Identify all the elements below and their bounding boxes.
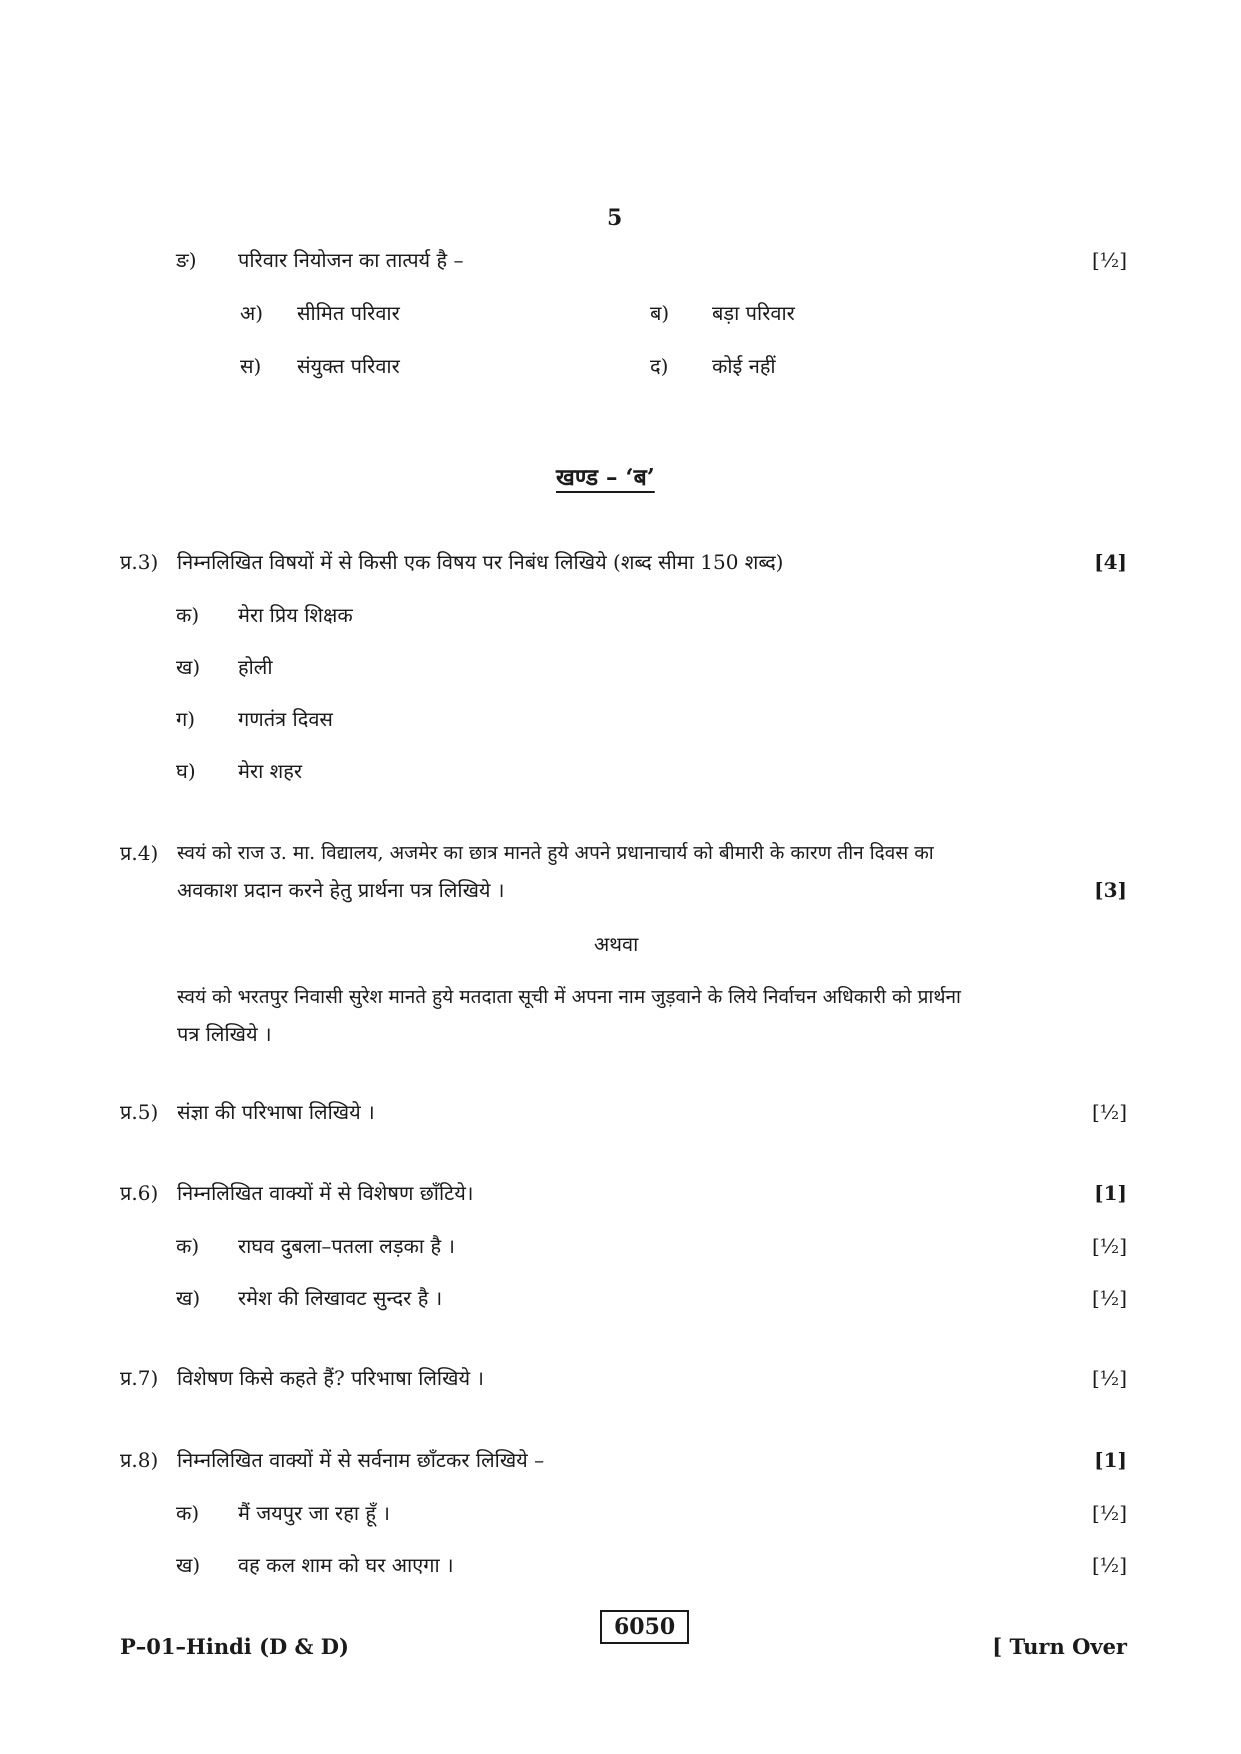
question-text: परिवार नियोजन का तात्पर्य है – bbox=[238, 248, 464, 272]
list-item-label: क) bbox=[176, 1234, 200, 1258]
option-label: द) bbox=[650, 354, 669, 378]
list-item: मेरा शहर bbox=[238, 759, 303, 783]
alternative-text-line: पत्र लिखिये । bbox=[177, 1022, 272, 1046]
question-marks: [1] bbox=[1094, 1448, 1127, 1472]
question-text: निम्नलिखित वाक्यों में से सर्वनाम छाँटकर लिखिये – bbox=[177, 1448, 545, 1472]
list-item: गणतंत्र दिवस bbox=[238, 707, 333, 731]
item-marks: [½] bbox=[1092, 1553, 1127, 1577]
option-text: संयुक्त परिवार bbox=[297, 354, 400, 378]
list-item: होली bbox=[238, 655, 273, 679]
question-marks: [4] bbox=[1094, 550, 1127, 574]
question-number: प्र.7) bbox=[120, 1366, 159, 1390]
question-number: प्र.5) bbox=[120, 1100, 159, 1124]
item-marks: [½] bbox=[1092, 1501, 1127, 1525]
item-marks: [½] bbox=[1092, 1234, 1127, 1258]
list-item-label: क) bbox=[176, 1501, 200, 1525]
item-marks: [½] bbox=[1092, 1286, 1127, 1310]
option-label: ब) bbox=[650, 301, 670, 325]
question-number: प्र.3) bbox=[120, 550, 159, 574]
question-number: प्र.6) bbox=[120, 1181, 159, 1205]
option-label: अ) bbox=[240, 301, 264, 325]
list-item-label: ख) bbox=[176, 1553, 201, 1577]
question-label: ङ) bbox=[176, 248, 197, 272]
page-number: 5 bbox=[607, 205, 623, 231]
paper-code: P–01–Hindi (D & D) bbox=[120, 1634, 349, 1659]
question-text-line: अवकाश प्रदान करने हेतु प्रार्थना पत्र लिखिये । bbox=[177, 878, 505, 902]
alternative-text-line: स्वयं को भरतपुर निवासी सुरेश मानते हुये मतदाता सूची में अपना नाम जुड़वाने के लिये निर्वाचन अधिकारी को प्रार्थना bbox=[177, 986, 961, 1008]
option-text: कोई नहीं bbox=[712, 354, 776, 378]
or-separator: अथवा bbox=[594, 932, 639, 956]
list-item: वह कल शाम को घर आएगा । bbox=[238, 1553, 454, 1577]
option-text: सीमित परिवार bbox=[297, 301, 400, 325]
question-number: प्र.4) bbox=[120, 841, 159, 865]
question-marks: [½] bbox=[1092, 1100, 1127, 1124]
list-item-label: घ) bbox=[176, 759, 196, 783]
list-item: मेरा प्रिय शिक्षक bbox=[238, 603, 353, 627]
list-item-label: क) bbox=[176, 603, 200, 627]
list-item: मैं जयपुर जा रहा हूँ । bbox=[238, 1501, 390, 1525]
question-marks: [½] bbox=[1092, 248, 1127, 272]
list-item: रमेश की लिखावट सुन्दर है । bbox=[238, 1286, 443, 1310]
question-marks: [3] bbox=[1094, 878, 1127, 902]
turn-over-label: [ Turn Over bbox=[992, 1634, 1127, 1659]
list-item-label: ग) bbox=[176, 707, 196, 731]
option-text: बड़ा परिवार bbox=[712, 301, 795, 325]
section-b-title: खण्ड – ‘ब’ bbox=[556, 464, 655, 491]
question-text: निम्नलिखित वाक्यों में से विशेषण छाँटिये। bbox=[177, 1181, 474, 1205]
question-marks: [½] bbox=[1092, 1366, 1127, 1390]
option-label: स) bbox=[240, 354, 262, 378]
list-item: राघव दुबला–पतला लड़का है । bbox=[238, 1234, 456, 1258]
question-text: संज्ञा की परिभाषा लिखिये । bbox=[177, 1100, 375, 1124]
list-item-label: ख) bbox=[176, 655, 201, 679]
question-marks: [1] bbox=[1094, 1181, 1127, 1205]
question-text-line: स्वयं को राज उ. मा. विद्यालय, अजमेर का छात्र मानते हुये अपने प्रधानाचार्य को बीमारी के कारण तीन दिवस का bbox=[177, 842, 934, 864]
serial-number-box: 6050 bbox=[600, 1610, 689, 1644]
question-text: निम्नलिखित विषयों में से किसी एक विषय पर निबंध लिखिये (शब्द सीमा 150 शब्द) bbox=[177, 550, 784, 574]
list-item-label: ख) bbox=[176, 1286, 201, 1310]
question-text: विशेषण किसे कहते हैं? परिभाषा लिखिये । bbox=[177, 1366, 485, 1390]
question-number: प्र.8) bbox=[120, 1448, 159, 1472]
